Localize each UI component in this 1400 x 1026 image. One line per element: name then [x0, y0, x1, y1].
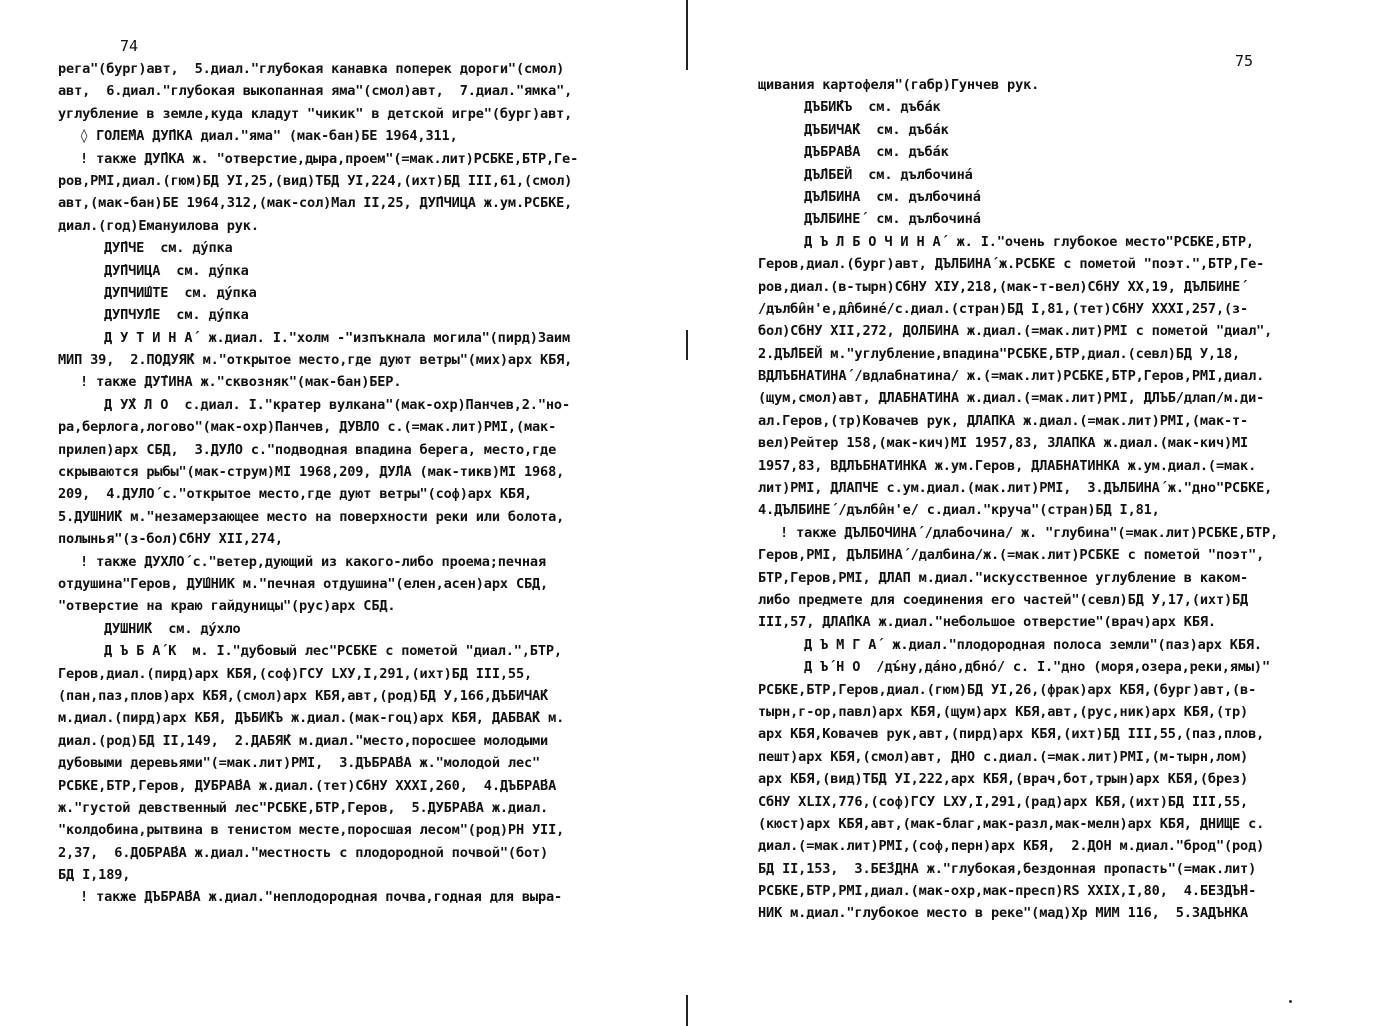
- text-line: 1957,83, ВДЛЪБНАТИНКА ж.ум.Геров, ДЛАБНАТИНКА ж.ум.диал.(=мак.: [758, 457, 1257, 474]
- text-line: Геров,РМI, ДЪЛБИНА́ /далбина/ж.(=мак.лит)РСБКЕ с пометой "поэт",: [758, 547, 1265, 564]
- text-line: "отверстие на краю гайдуницы"(рус)арх СБД.: [58, 598, 396, 615]
- text-line: 4.ДЪЛБИНЕ́ /дълби̂н'е/ с.диал."круча"(стран)БД I,81,: [758, 502, 1160, 519]
- text-line: ! также ДЪБРА́ВА ж.диал."неплодородная почва,годная для выра-: [80, 889, 563, 906]
- left-page: [0, 0, 690, 1026]
- text-line: арх КБЯ,Ковачев рук,авт,(пирд)арх КБЯ,(ихт)БД III,55,(паз,плов,: [758, 726, 1265, 743]
- text-line: (пан,паз,плов)арх КБЯ,(смол)арх КБЯ,авт,(род)БД У,166,ДЪБИЧА́К: [58, 687, 549, 704]
- text-line: авт, 6.диал."глубокая выкопанная яма"(смол)авт, 7.диал."ямка",: [58, 83, 573, 100]
- text-line: "колдобина,рытвина в тенистом месте,поросшая лесом"(род)РН УII,: [58, 822, 565, 839]
- text-line: Д Ъ Л Б О Ч И Н А́ ж. I."очень глубокое место"РСБКЕ,БТР,: [804, 233, 1254, 250]
- text-line: ! также ДУ́ПКА ж. "отверстие,дыра,проем"(=мак.лит)РСБКЕ,БТР,Ге-: [80, 150, 579, 167]
- text-line: ДЪ́ЛБЕЙ см. дълбочина́: [804, 166, 973, 183]
- text-line: III,57, ДЛА́ПКА ж.диал."небольшое отверстие"(врач)арх КБЯ.: [758, 614, 1216, 631]
- text-line: 2,37, 6.ДОБРА́ВА ж.диал."местность с плодородной почвой"(бот): [58, 844, 549, 861]
- text-line: скрываются рыбы"(мак-струм)МI 1968,209, ДУ́ЛА (мак-тикв)МI 1968,: [58, 464, 565, 481]
- page-number-right: 75: [1235, 52, 1254, 70]
- text-line: 2.ДЪ́ЛБЕЙ м."углубление,впадина"РСБКЕ,БТР,диал.(севл)БД У,18,: [758, 345, 1241, 362]
- text-line: БД I,189,: [58, 867, 131, 884]
- text-line: ! также ДЪЛБОЧИНА́ /длабочина/ ж. "глубина"(=мак.лит)РСБКЕ,БТР,: [780, 524, 1279, 541]
- text-line: НИК м.диал."глубокое место в реке"(мад)Хр МИМ 116, 5.ЗАДЪНКА: [758, 905, 1249, 922]
- text-line: ров,РМI,диал.(гюм)БД УI,25,(вид)ТБД УI,224,(ихт)БД III,61,(смол): [58, 172, 573, 189]
- text-line: (щум,смол)авт, ДЛАБНАТИНА ж.диал.(=мак.лит)РМI, ДЛЪБ/длап/м.ди-: [758, 390, 1265, 407]
- page-gutter-line: [686, 995, 688, 1026]
- text-line: бол)СбНУ XII,272, ДОЛБИНА ж.диал.(=мак.лит)РМI с пометой "диал",: [758, 323, 1273, 340]
- text-line: отдушина"Геров, ДУ́ШНИК м."печная отдушина"(елен,асен)арх СБД,: [58, 575, 549, 592]
- text-line: РСБКЕ,БТР,Геров, ДУБРА́ВА ж.диал.(тет)СбНУ XXXI,260, 4.ДЪБРА́ВА: [58, 777, 557, 794]
- text-line: 209, 4.ДУЛО́ с."открытое место,где дуют ветры"(соф)арх КБЯ,: [58, 486, 533, 503]
- text-line: 5.ДУШНИ́К м."незамерзающее место на поверхности реки или болота,: [58, 508, 565, 525]
- text-line: ДЪБИ́КЪ см. дъба́к: [804, 99, 941, 116]
- text-line: БТР,Геров,РМI, ДЛАП м.диал."искусственное углубление в каком-: [758, 569, 1249, 586]
- text-line: щивания картофеля"(габр)Гунчев рук.: [758, 77, 1040, 93]
- right-page: [700, 0, 1400, 1026]
- text-line: ал.Геров,(тр)Ковачев рук, ДЛАПКА ж.диал.(=мак.лит)РМI,(мак-т-: [758, 412, 1249, 429]
- text-line: дубовыми деревьями"(=мак.лит)РМI, 3.ДЪБРА́ВА ж."молодой лес": [58, 755, 541, 772]
- text-line: углубление в земле,куда кладут "чикик" в детской игре"(бург)авт,: [58, 105, 573, 122]
- text-line: авт,(мак-бан)БЕ 1964,312,(мак-сол)Мал II,25, ДУ́ПЧИЦА ж.ум.РСБКЕ,: [58, 195, 573, 212]
- page-gutter-line: [686, 0, 688, 70]
- text-line: ! также ДУ́ТИНА ж."сквозняк"(мак-бан)БЕР.: [80, 374, 402, 391]
- text-line: либо предмете для соединения его частей"(севл)БД У,17,(ихт)БД: [758, 591, 1249, 608]
- text-line: ! также ДУХЛО́ с."ветер,дующий из какого-либо проема;печная: [80, 553, 546, 570]
- text-line: /дълби̂н'е,дл̂бине́/с.диал.(стран)БД I,81,(тет)СбНУ XXXI,257,(з-: [758, 300, 1249, 317]
- scan-speck: [1289, 1000, 1292, 1003]
- text-line: вел)Рейтер 158,(мак-кич)МI 1957,83, ЗЛАПКА ж.диал.(мак-кич)МI: [758, 435, 1249, 452]
- text-line: РСБКЕ,БТР,Геров,диал.(гюм)БД УI,26,(фрак)арх КБЯ,(бург)авт,(в-: [758, 681, 1257, 698]
- text-line: арх КБЯ,(вид)ТБД УI,222,арх КБЯ,(врач,бот,трын)арх КБЯ,(брез): [758, 771, 1249, 788]
- text-line: лит)РМI, ДЛАПЧЕ с.ум.диал.(мак.лит)РМI, 3.ДЪЛБИНА́ ж."дно"РСБКЕ,: [758, 480, 1273, 497]
- text-line: ДЪБРА́ВА см. дъба́к: [804, 144, 949, 161]
- text-line: ДУ́ПЧИЦА см. ду́пка: [104, 262, 249, 279]
- text-line: прилеп)арх СБД, 3.ДУ́ЛО с."подводная впадина берега, место,где: [58, 441, 557, 458]
- text-line: полынья"(з-бол)СбНУ XII,274,: [58, 531, 283, 548]
- text-line: Д У Т И Н А́ ж.диал. I."холм -"изпъкнала могила"(пирд)Заим: [104, 329, 570, 346]
- text-line: диал.(год)Емануилова рук.: [58, 217, 259, 234]
- right-page-text: [758, 74, 1398, 925]
- text-line: ДУ́ПЧЕ см. ду́пка: [104, 240, 233, 257]
- text-line: ДЪБИЧА́К см. дъба́к: [804, 121, 949, 138]
- text-line: ◊ ГОЛЕ́МА ДУ́ПКА диал."яма" (мак-бан)БЕ 1964,311,: [80, 128, 458, 145]
- text-line: (кюст)арх КБЯ,авт,(мак-благ,мак-разл,мак-мелн)арх КБЯ, ДНИЩЕ с.: [758, 815, 1265, 832]
- text-line: Геров,диал.(бург)авт, ДЪЛБИНА́ ж.РСБКЕ с пометой "поэт.",БТР,Ге-: [758, 256, 1265, 273]
- text-line: тырн,г-ор,павл)арх КБЯ,(щум)арх КБЯ,авт,(рус,ник)арх КБЯ,(тр): [758, 703, 1249, 720]
- text-line: МИП 39, 2.ПОДУЯ́К м."открытое место,где дуют ветры"(мих)арх КБЯ,: [58, 352, 573, 369]
- text-line: ДЪЛБИНЕ́ см. дълбочина́: [804, 211, 981, 228]
- text-line: Д У́Х Л О с.диал. I."кратер вулкана"(мак-охр)Панчев,2."но-: [104, 396, 570, 413]
- text-line: ДУПЧИ́ШТЕ см. ду́пка: [104, 284, 257, 301]
- text-line: ра,берлога,логово"(мак-охр)Панчев, ДУВЛО с.(=мак.лит)РМI,(мак-: [58, 419, 557, 436]
- text-line: СбНУ XLIX,776,(соф)ГСУ LXУ,I,291,(рад)арх КБЯ,(ихт)БД III,55,: [758, 793, 1249, 810]
- text-line: ДЪ́ЛБИНА см. дълбочина́: [804, 188, 981, 205]
- text-line: ВДЛЪБНАТИНА́ /вдлабнатина/ ж.(=мак.лит)РСБКЕ,БТР,Геров,РМI,диал.: [758, 368, 1265, 385]
- text-line: ж."густой девственный лес"РСБКЕ,БТР,Геров, 5.ДУБРА́ВА ж.диал.: [58, 799, 549, 816]
- text-line: ДУШНИ́К см. ду́хло: [104, 620, 241, 637]
- text-line: РСБКЕ,БТР,РМI,диал.(мак-охр,мак-пресп)RS XXIX,I,80, 4.БЕЗДЪ́Н-: [758, 883, 1257, 900]
- page-gutter-line: [686, 330, 688, 360]
- text-line: диал.(=мак.лит)РМI,(соф,перн)арх КБЯ, 2.ДОН м.диал."брод"(род): [758, 838, 1265, 855]
- page-number-left: 74: [120, 37, 139, 55]
- text-line: диал.(род)БД II,149, 2.ДАБЯ́К м.диал."место,поросшее молодыми: [58, 732, 549, 749]
- text-line: Геров,диал.(пирд)арх КБЯ,(соф)ГСУ LXУ,I,291,(ихт)БД III,55,: [58, 665, 533, 682]
- text-line: рега"(бург)авт, 5.диал."глубокая канавка поперек дороги"(смол): [58, 61, 565, 77]
- text-line: Д Ъ М Г А́ ж.диал."плодородная полоса земли"(паз)арх КБЯ.: [804, 636, 1262, 653]
- text-line: Д Ъ́ Н О /дъ́ну,да́но,дбно́/ с. I."дно (моря,озера,реки,ямы)": [804, 659, 1270, 676]
- text-line: пешт)арх КБЯ,(смол)авт, ДНО с.диал.(=мак.лит)РМI,(м-тырн,лом): [758, 748, 1249, 765]
- left-page-text: [58, 58, 688, 909]
- text-line: м.диал.(пирд)арх КБЯ, ДЪБИ́КЪ ж.диал.(мак-гоц)арх КБЯ, ДАБВА́К м.: [58, 710, 565, 727]
- text-line: Д Ъ Б А́ К м. I."дубовый лес"РСБКЕ с пометой "диал.",БТР,: [104, 643, 562, 660]
- text-line: ДУПЧУ́ЛЕ см. ду́пка: [104, 307, 249, 324]
- text-line: БД II,153, 3.БЕ́ЗДНА ж."глубокая,бездонная пропасть"(=мак.лит): [758, 860, 1257, 877]
- text-line: ров,диал.(в-тырн)СбНУ XIУ,218,(мак-т-вел)СбНУ XX,19, ДЪЛБИНЕ́: [758, 278, 1241, 295]
